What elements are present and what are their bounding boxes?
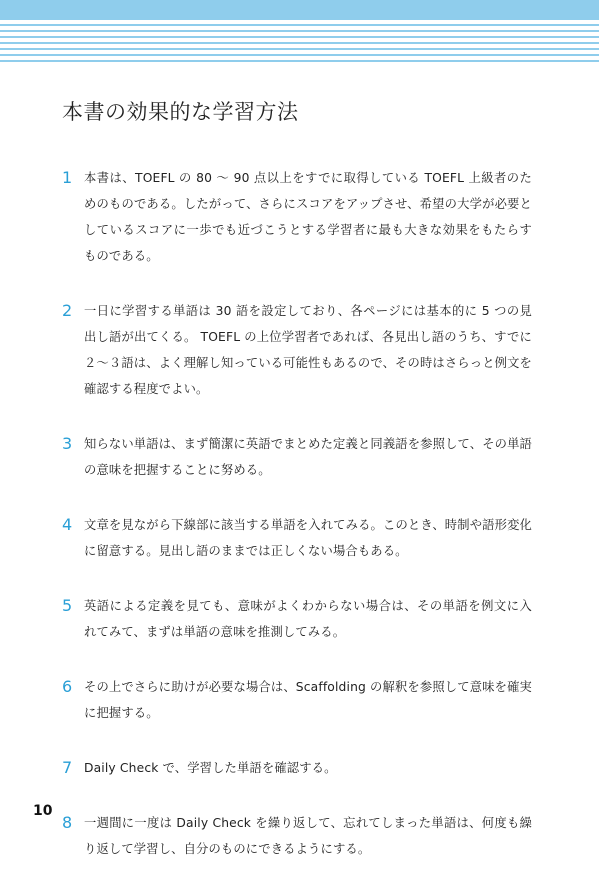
item-number: 2 [62, 301, 73, 320]
item-number: 1 [62, 168, 73, 187]
item-text: 文章を見ながら下線部に該当する単語を入れてみる。このとき、時制や語形変化に留意する。見出し語のままでは正しくない場合もある。 [84, 518, 532, 558]
list-item [62, 165, 532, 269]
item-number: 4 [62, 515, 73, 534]
list-item [62, 431, 532, 483]
item-number: 5 [62, 596, 73, 615]
item-number: 8 [62, 813, 73, 832]
header-stripe-band [0, 0, 599, 65]
list-item [62, 298, 532, 402]
list-item [62, 674, 532, 726]
list-item [62, 593, 532, 645]
item-text: 一週間に一度は Daily Check を繰り返して、忘れてしまった単語は、何度も繰り返して学習し、自分のものにできるようにする。 [84, 816, 532, 856]
list-item [62, 755, 532, 781]
method-list [62, 165, 532, 891]
item-text: 一日に学習する単語は 30 語を設定しており、各ページには基本的に 5 つの見出し語が出てくる。 TOEFL の上位学習者であれば、各見出し語のうち、すでに２～３語は、よく理解し知っている可能性もあるので、その時はさらっと例文を確認する程度でよい。 [84, 304, 532, 396]
item-text: その上でさらに助けが必要な場合は、Scaffolding の解釈を参照して意味を確実に把握する。 [84, 680, 532, 720]
item-number: 7 [62, 758, 73, 777]
item-number: 6 [62, 677, 73, 696]
item-text: Daily Check で、学習した単語を確認する。 [84, 761, 337, 775]
item-number: 3 [62, 434, 73, 453]
page-title: 本書の効果的な学習方法 [62, 100, 299, 124]
item-text: 知らない単語は、まず簡潔に英語でまとめた定義と同義語を参照して、その単語の意味を把握することに努める。 [84, 437, 532, 477]
list-item [62, 512, 532, 564]
page-number: 10 [33, 803, 53, 819]
header-solid-bar [0, 0, 599, 20]
item-text: 英語による定義を見ても、意味がよくわからない場合は、その単語を例文に入れてみて、まずは単語の意味を推測してみる。 [84, 599, 532, 639]
list-item [62, 810, 532, 862]
item-text: 本書は、TOEFL の 80 ～ 90 点以上をすでに取得している TOEFL 上級者のためのものである。したがって、さらにスコアをアップさせ、希望の大学が必要としているスコアに一歩でも近づこうとする学習者に最も大きな効果をもたらすものである。 [84, 171, 532, 263]
